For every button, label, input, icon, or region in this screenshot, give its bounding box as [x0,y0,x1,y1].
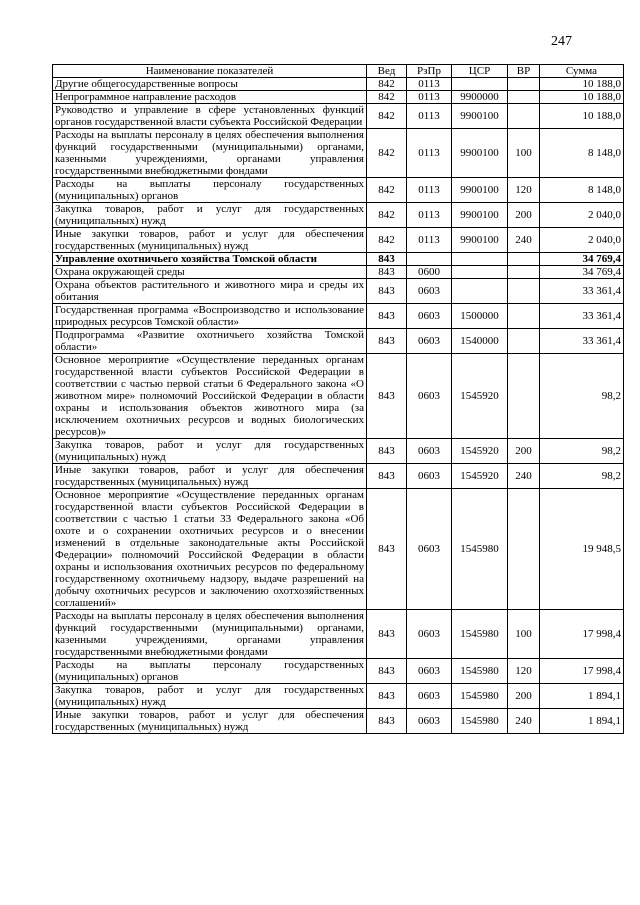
cell-vr [508,78,540,91]
cell-name: Расходы на выплаты персоналу государственных (муниципальных) органов [53,178,367,203]
table-row [53,129,624,178]
cell-name: Иные закупки товаров, работ и услуг для обеспечения государственных (муниципальных) нужд [53,228,367,253]
cell-vr: 200 [508,684,540,709]
header-rzpr: РзПр [407,65,452,78]
table-row [53,78,624,91]
cell-name: Закупка товаров, работ и услуг для государственных (муниципальных) нужд [53,439,367,464]
cell-vr: 100 [508,129,540,178]
cell-rzpr [407,253,452,266]
cell-sum: 10 188,0 [540,78,624,91]
cell-ved: 843 [367,354,407,439]
cell-vr [508,354,540,439]
cell-ved: 843 [367,464,407,489]
table-row [53,228,624,253]
cell-ved: 842 [367,78,407,91]
cell-csr: 1545980 [452,709,508,734]
cell-ved: 842 [367,91,407,104]
cell-rzpr: 0113 [407,78,452,91]
cell-vr [508,279,540,304]
cell-name: Охрана окружающей среды [53,266,367,279]
cell-vr: 120 [508,659,540,684]
cell-csr: 9900100 [452,129,508,178]
cell-csr: 1545980 [452,610,508,659]
budget-table [52,64,624,734]
cell-vr: 200 [508,439,540,464]
cell-ved: 842 [367,228,407,253]
cell-name: Расходы на выплаты персоналу в целях обеспечения выполнения функций государственными (муниципальными) органами, казенными учреждениями, органами управления государственными внебюджетными фондами [53,129,367,178]
cell-csr: 1500000 [452,304,508,329]
cell-rzpr: 0603 [407,329,452,354]
cell-name: Основное мероприятие «Осуществление переданных органам государственной власти субъектов Российской Федерации в соответствии с частью первой статьи 6 Федерального закона «О животном мире» полномочий Российской Федерации в области охраны и использования объектов животного мира (за исключением охотничьих ресурсов и водных биологических ресурсов)» [53,354,367,439]
cell-ved: 843 [367,266,407,279]
table-row [53,91,624,104]
cell-name: Подпрограмма «Развитие охотничьего хозяйства Томской области» [53,329,367,354]
cell-name: Основное мероприятие «Осуществление переданных органам государственной власти субъектов Российской Федерации в соответствии с частью 1 статьи 33 Федерального закона «Об охоте и о сохранении охотничьих ресурсов и о внесении изменений в отдельные законодательные акты Российской Федерации» полномочий Российской Федерации в области охраны и использования охотничьих ресурсов по федеральному государственному охотничьему надзору, выдаче разрешений на добычу охотничьих ресурсов и заключению охотхозяйственных соглашений» [53,489,367,610]
cell-csr [452,253,508,266]
cell-csr: 9900100 [452,203,508,228]
cell-rzpr: 0603 [407,659,452,684]
cell-vr [508,253,540,266]
cell-sum: 17 998,4 [540,610,624,659]
cell-rzpr: 0600 [407,266,452,279]
cell-ved: 843 [367,304,407,329]
cell-sum: 17 998,4 [540,659,624,684]
table-row [53,489,624,610]
cell-ved: 843 [367,253,407,266]
cell-sum: 19 948,5 [540,489,624,610]
cell-sum: 34 769,4 [540,266,624,279]
table-row [53,203,624,228]
cell-name: Непрограммное направление расходов [53,91,367,104]
cell-name: Другие общегосударственные вопросы [53,78,367,91]
cell-csr [452,279,508,304]
cell-sum: 98,2 [540,354,624,439]
cell-csr: 9900000 [452,91,508,104]
cell-vr: 120 [508,178,540,203]
table-row [53,304,624,329]
cell-ved: 843 [367,489,407,610]
cell-csr: 1545920 [452,354,508,439]
cell-ved: 843 [367,684,407,709]
cell-rzpr: 0603 [407,279,452,304]
cell-sum: 8 148,0 [540,178,624,203]
cell-sum: 2 040,0 [540,228,624,253]
cell-rzpr: 0603 [407,610,452,659]
cell-vr: 200 [508,203,540,228]
table-row [53,439,624,464]
cell-sum: 33 361,4 [540,304,624,329]
cell-csr: 1545920 [452,464,508,489]
cell-vr: 240 [508,464,540,489]
cell-name: Закупка товаров, работ и услуг для государственных (муниципальных) нужд [53,203,367,228]
table-row [53,610,624,659]
table-header-row [53,65,624,78]
cell-csr: 1545980 [452,684,508,709]
header-sum: Сумма [540,65,624,78]
cell-vr [508,329,540,354]
table-row [53,354,624,439]
cell-sum: 98,2 [540,439,624,464]
cell-name: Государственная программа «Воспроизводство и использование природных ресурсов Томской области» [53,304,367,329]
cell-name: Руководство и управление в сфере установленных функций органов государственной власти субъекта Российской Федерации [53,104,367,129]
cell-csr: 9900100 [452,228,508,253]
cell-csr: 1545980 [452,489,508,610]
cell-vr [508,104,540,129]
cell-rzpr: 0603 [407,464,452,489]
cell-sum: 98,2 [540,464,624,489]
table-row [53,659,624,684]
cell-vr [508,91,540,104]
cell-csr: 1545980 [452,659,508,684]
table-row [53,464,624,489]
cell-rzpr: 0113 [407,203,452,228]
cell-rzpr: 0113 [407,91,452,104]
cell-ved: 843 [367,610,407,659]
cell-name: Расходы на выплаты персоналу в целях обеспечения выполнения функций государственными (муниципальными) органами, казенными учреждениями, органами управления государственными внебюджетными фондами [53,610,367,659]
table-row [53,709,624,734]
cell-sum: 33 361,4 [540,329,624,354]
cell-name: Управление охотничьего хозяйства Томской области [53,253,367,266]
cell-vr [508,304,540,329]
cell-rzpr: 0113 [407,104,452,129]
table-row [53,279,624,304]
cell-sum: 10 188,0 [540,91,624,104]
cell-csr [452,266,508,279]
cell-sum: 10 188,0 [540,104,624,129]
cell-sum: 34 769,4 [540,253,624,266]
cell-ved: 843 [367,329,407,354]
cell-csr: 9900100 [452,178,508,203]
cell-csr [452,78,508,91]
cell-vr [508,266,540,279]
table-row [53,253,624,266]
cell-ved: 842 [367,129,407,178]
header-ved: Вед [367,65,407,78]
cell-sum: 1 894,1 [540,684,624,709]
header-csr: ЦСР [452,65,508,78]
cell-ved: 842 [367,178,407,203]
cell-ved: 842 [367,203,407,228]
cell-vr: 240 [508,709,540,734]
table-row [53,684,624,709]
cell-ved: 843 [367,279,407,304]
table-row [53,104,624,129]
cell-sum: 1 894,1 [540,709,624,734]
cell-ved: 843 [367,439,407,464]
cell-rzpr: 0603 [407,684,452,709]
cell-rzpr: 0603 [407,439,452,464]
cell-ved: 843 [367,659,407,684]
cell-sum: 2 040,0 [540,203,624,228]
cell-name: Расходы на выплаты персоналу государственных (муниципальных) органов [53,659,367,684]
cell-csr: 1545920 [452,439,508,464]
cell-csr: 9900100 [452,104,508,129]
cell-vr: 240 [508,228,540,253]
cell-sum: 33 361,4 [540,279,624,304]
table-row [53,329,624,354]
cell-rzpr: 0603 [407,304,452,329]
cell-rzpr: 0113 [407,228,452,253]
cell-ved: 843 [367,709,407,734]
table-row [53,266,624,279]
page-number: 247 [551,34,572,49]
table-row [53,178,624,203]
cell-vr [508,489,540,610]
cell-rzpr: 0113 [407,178,452,203]
header-name: Наименование показателей [53,65,367,78]
cell-rzpr: 0603 [407,709,452,734]
cell-rzpr: 0113 [407,129,452,178]
cell-rzpr: 0603 [407,489,452,610]
cell-vr: 100 [508,610,540,659]
cell-csr: 1540000 [452,329,508,354]
cell-name: Иные закупки товаров, работ и услуг для обеспечения государственных (муниципальных) нужд [53,709,367,734]
header-vr: ВР [508,65,540,78]
cell-name: Закупка товаров, работ и услуг для государственных (муниципальных) нужд [53,684,367,709]
cell-name: Иные закупки товаров, работ и услуг для обеспечения государственных (муниципальных) нужд [53,464,367,489]
table-body [53,78,624,734]
cell-rzpr: 0603 [407,354,452,439]
cell-ved: 842 [367,104,407,129]
cell-name: Охрана объектов растительного и животного мира и среды их обитания [53,279,367,304]
cell-sum: 8 148,0 [540,129,624,178]
